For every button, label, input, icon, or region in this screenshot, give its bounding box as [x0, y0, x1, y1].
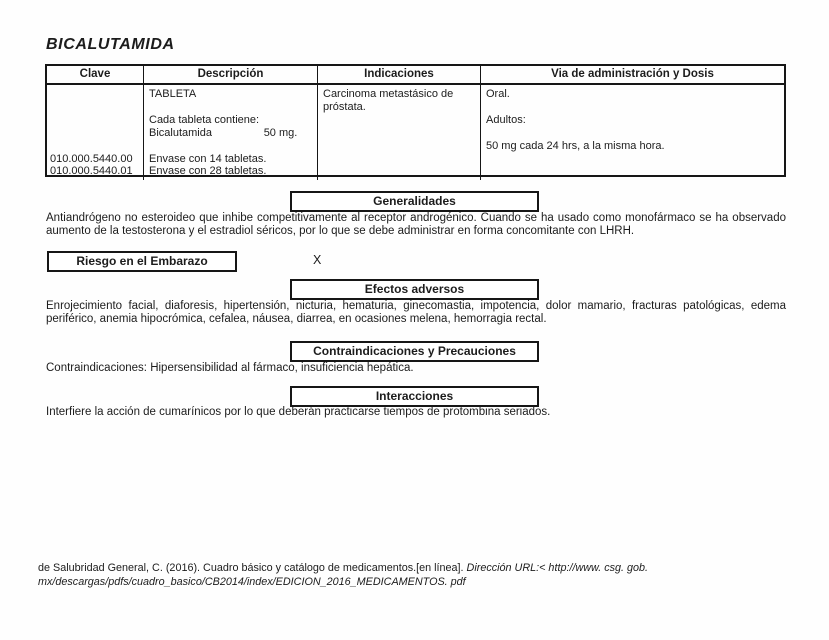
dosing: 50 mg cada 24 hrs, a la misma hora.: [486, 139, 665, 152]
contraindicaciones-text: Contraindicaciones: Hipersensibilidad al fármaco, insuficiencia hepática.: [46, 362, 414, 374]
substance-name: Bicalutamida: [149, 126, 212, 139]
presentation-2: Envase con 28 tabletas.: [149, 165, 267, 178]
section-heading-contraindicaciones: Contraindicaciones y Precauciones: [290, 341, 539, 362]
presentation-1: Envase con 14 tabletas.: [149, 152, 267, 165]
citation-footer: [38, 562, 678, 589]
column-header-clave: Clave: [47, 66, 144, 83]
population: Adultos:: [486, 113, 526, 126]
column-header-via: Via de administración y Dosis: [551, 68, 714, 80]
column-header-indicaciones: Indicaciones: [318, 66, 481, 83]
cell-via-dosis: [481, 85, 784, 180]
riesgo-embarazo-value: X: [313, 253, 322, 267]
column-header-descripcion: Descripción: [144, 66, 318, 83]
generalidades-text: Antiandrógeno no esteroideo que inhibe competitivamente al receptor androgénico. Cuando se ha usado como monofármaco se ha observado aumento de la testosterona y el estradiol séricos, por lo que se debe administrar en forma concomitante con LHRH.: [46, 212, 786, 238]
clave-code-1: 010.000.5440.00: [50, 152, 133, 165]
section-heading-interacciones: Interacciones: [290, 386, 539, 407]
substance-dose: 50 mg.: [263, 126, 298, 139]
cell-indicaciones: [318, 85, 481, 180]
citation-line-1: [38, 562, 678, 576]
interacciones-text: Interfiere la acción de cumarínicos por lo que deberán practicarse tiempos de protombina seriados.: [46, 406, 551, 418]
section-heading-generalidades: Generalidades: [290, 191, 539, 212]
drug-title: BICALUTAMIDA: [46, 36, 175, 53]
clave-code-2: 010.000.5440.01: [50, 165, 133, 178]
substance-dose-line: [149, 127, 297, 140]
table-body-row: [47, 85, 784, 178]
citation-url-part1: Dirección URL:< http://www. csg. gob.: [466, 562, 649, 574]
citation-url-part2: mx/descargas/pdfs/cuadro_basico/CB2014/index/EDICION_2016_MEDICAMENTOS. pdf: [38, 575, 466, 588]
route: Oral.: [486, 88, 510, 100]
dosage-form: TABLETA: [149, 88, 197, 100]
citation-regular: de Salubridad General, C. (2016). Cuadro básico y catálogo de medicamentos.[en línea].: [38, 562, 467, 574]
cell-descripcion: [144, 85, 318, 180]
section-heading-efectos-adversos: Efectos adversos: [290, 279, 539, 300]
table-header-row: [47, 66, 784, 85]
contains-label: Cada tableta contiene:: [149, 113, 260, 126]
efectos-adversos-text: Enrojecimiento facial, diaforesis, hipertensión, nicturia, hematuria, ginecomastia, impotencia, dolor mamario, fracturas patológicas, edema periférico, anemia hipocrómica, cefalea, náusea, diarrea, en ocasiones melena, hemorragia rectal.: [46, 300, 786, 326]
cell-clave: [47, 85, 144, 180]
indication-text: Carcinoma metastásico de próstata.: [323, 88, 454, 113]
section-heading-riesgo-embarazo: Riesgo en el Embarazo: [47, 251, 237, 272]
drug-info-table: [45, 64, 786, 177]
